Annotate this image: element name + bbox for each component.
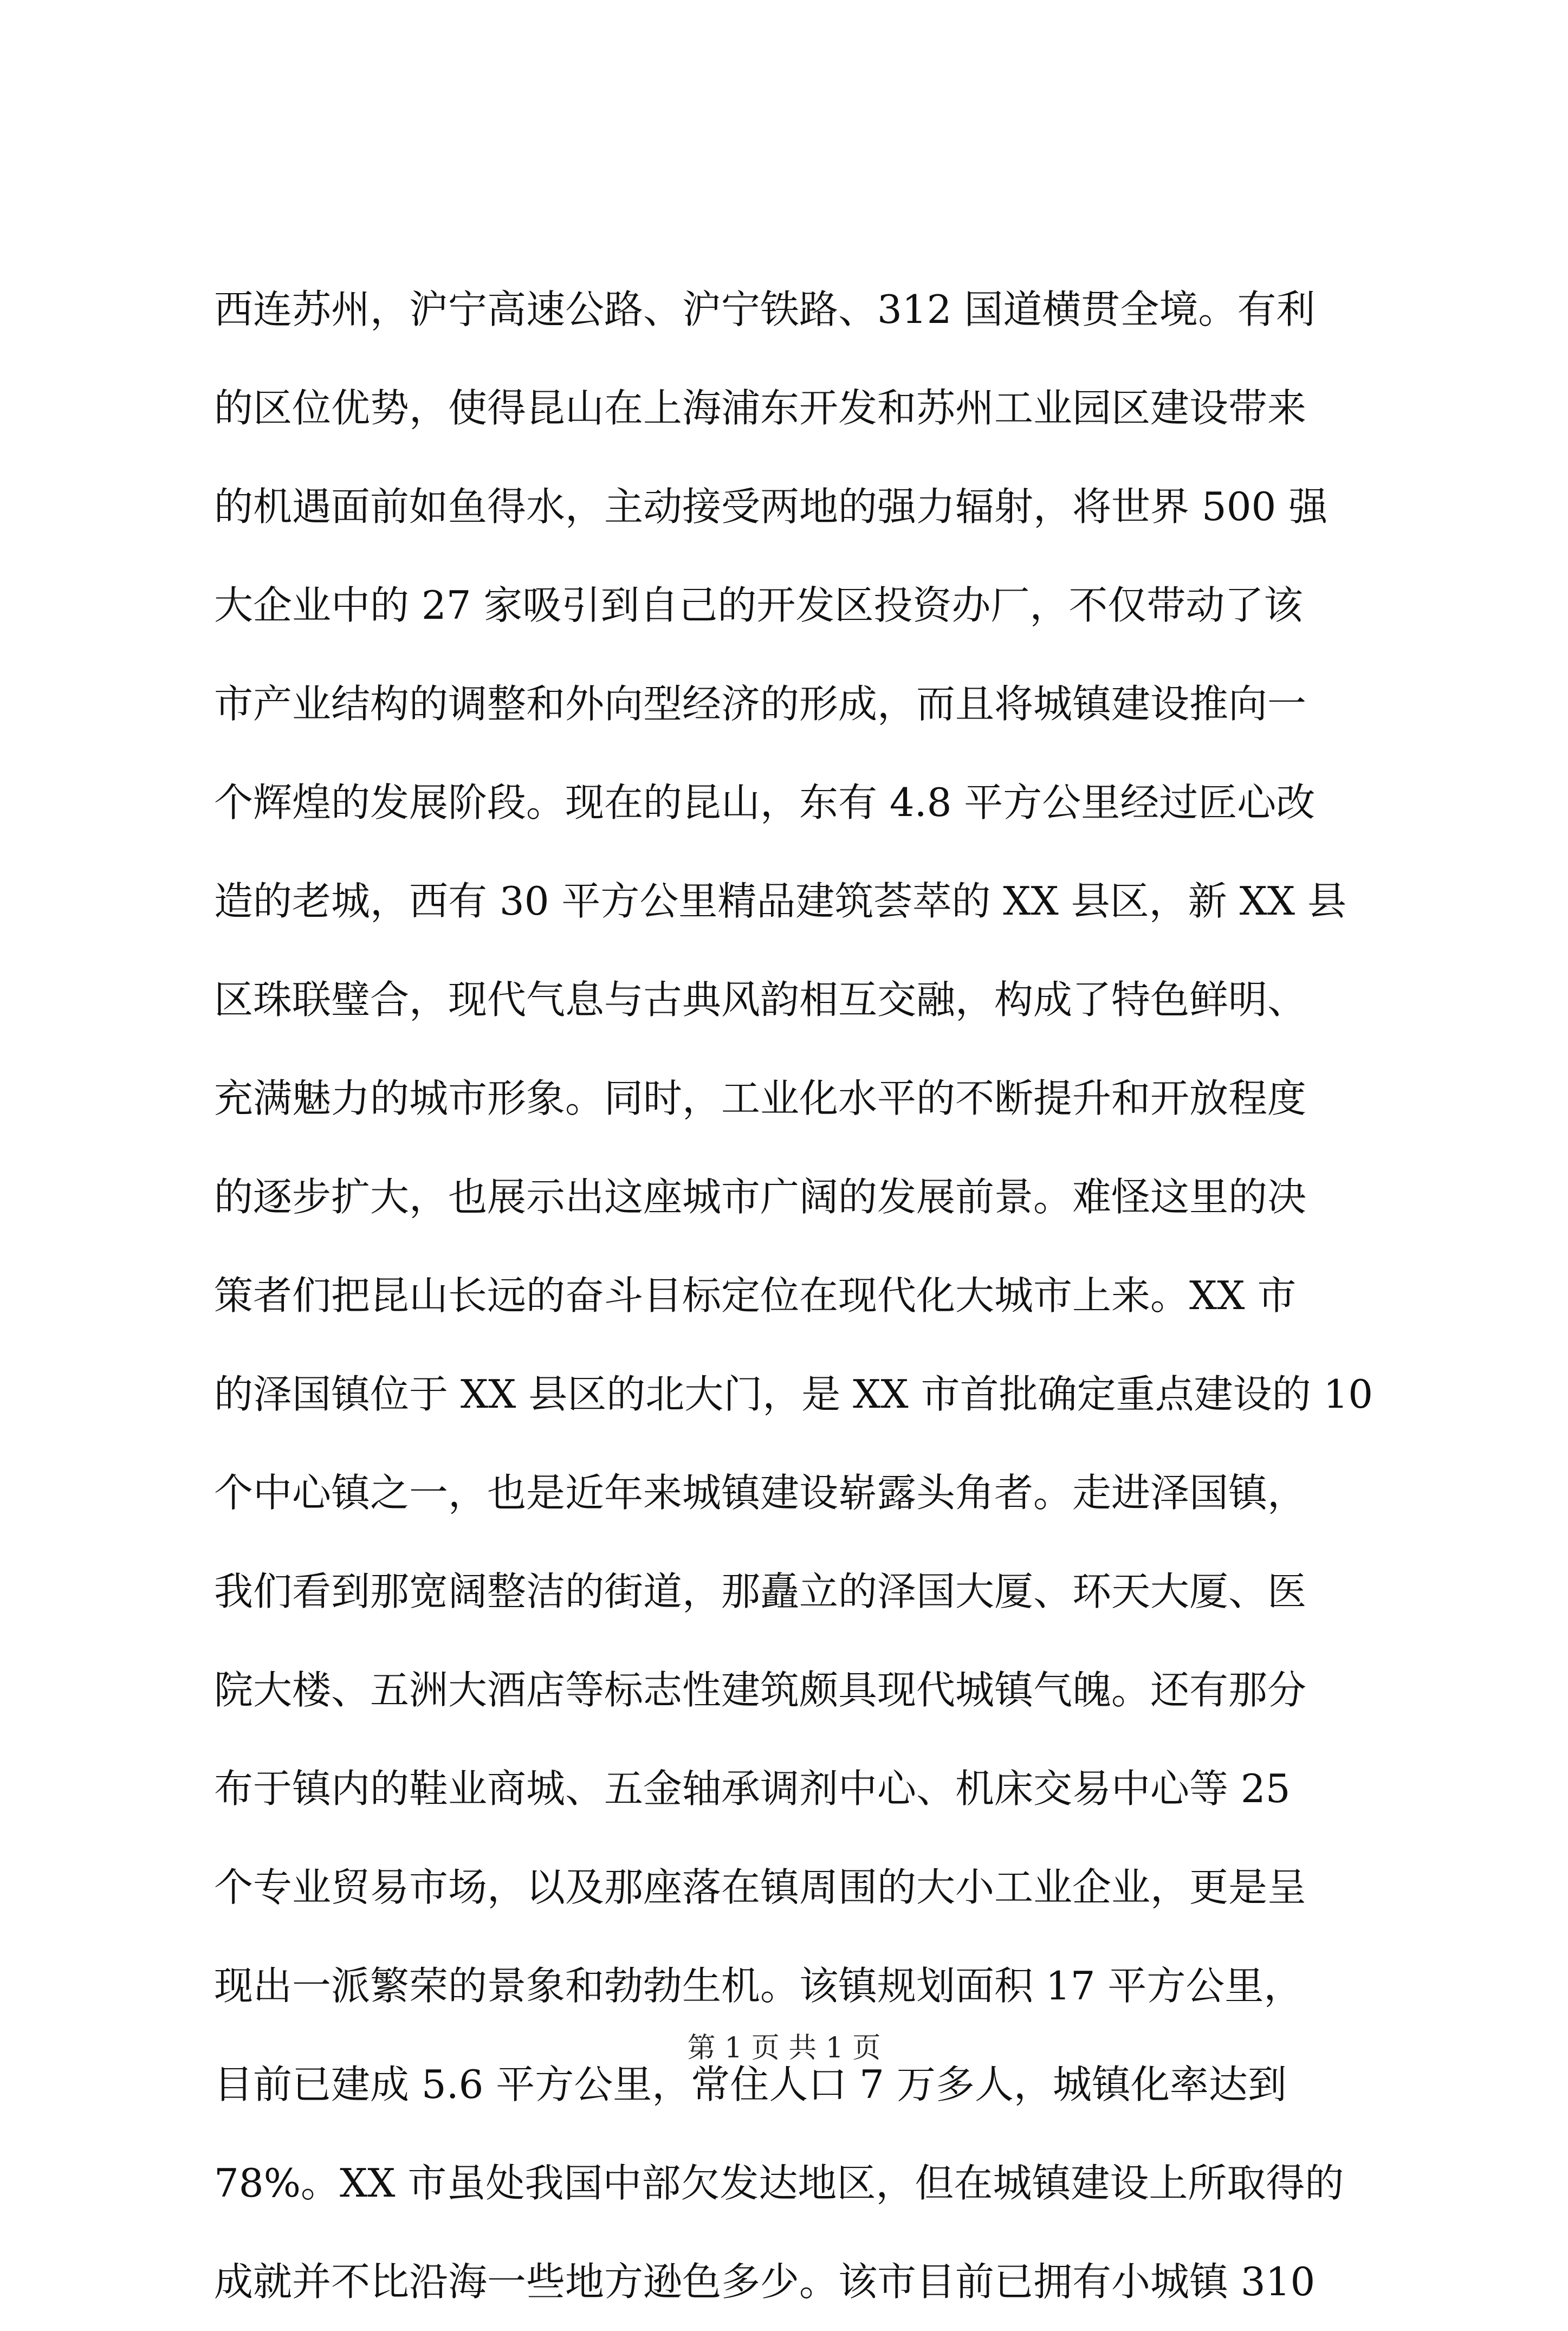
- text-line: 大企业中的 27 家吸引到自己的开发区投资办厂，不仅带动了该: [214, 582, 1303, 628]
- text-line: 院大楼、五洲大酒店等标志性建筑颇具现代城镇气魄。还有那分: [214, 1667, 1307, 1713]
- text-line: 的区位优势，使得昆山在上海浦东开发和苏州工业园区建设带来: [214, 385, 1307, 431]
- text-line: 78%。XX 市虽处我国中部欠发达地区，但在城镇建设上所取得的: [214, 2160, 1344, 2206]
- text-line: 个辉煌的发展阶段。现在的昆山，东有 4.8 平方公里经过匠心改: [214, 780, 1316, 825]
- page-footer: [0, 2029, 1568, 2067]
- page-number: 第 1 页 共 1 页: [687, 2032, 881, 2064]
- text-line: 的机遇面前如鱼得水，主动接受两地的强力辐射，将世界 500 强: [214, 484, 1328, 529]
- text-line: 现出一派繁荣的景象和勃勃生机。该镇规划面积 17 平方公里，: [214, 1963, 1303, 2009]
- text-line: 目前已建成 5.6 平方公里，常住人口 7 万多人，城镇化率达到: [214, 2062, 1287, 2107]
- text-line: 布于镇内的鞋业商城、五金轴承调剂中心、机床交易中心等 25: [214, 1766, 1291, 1811]
- text-line: 策者们把昆山长远的奋斗目标定位在现代化大城市上来。XX 市: [214, 1273, 1297, 1318]
- text-line: 的逐步扩大，也展示出这座城市广阔的发展前景。难怪这里的决: [214, 1174, 1307, 1220]
- text-line: 充满魅力的城市形象。同时，工业化水平的不断提升和开放程度: [214, 1076, 1307, 1121]
- text-line: 我们看到那宽阔整洁的街道，那矗立的泽国大厦、环天大厦、医: [214, 1569, 1307, 1614]
- text-line: 西连苏州，沪宁高速公路、沪宁铁路、312 国道横贯全境。有利: [214, 287, 1316, 332]
- text-line: 个中心镇之一，也是近年来城镇建设崭露头角者。走进泽国镇，: [214, 1470, 1307, 1516]
- text-line: 个专业贸易市场，以及那座落在镇周围的大小工业企业，更是呈: [214, 1864, 1307, 1910]
- text-line: 区珠联璧合，现代气息与古典风韵相互交融，构成了特色鲜明、: [214, 977, 1307, 1022]
- text-line: 市产业结构的调整和外向型经济的形成，而且将城镇建设推向一: [214, 681, 1307, 727]
- text-line: 的泽国镇位于 XX 县区的北大门，是 XX 市首批确定重点建设的 10: [214, 1371, 1373, 1417]
- text-line: 造的老城，西有 30 平方公里精品建筑荟萃的 XX 县区，新 XX 县: [214, 878, 1346, 924]
- body-paragraph: [214, 260, 1373, 2331]
- text-line: 成就并不比沿海一些地方逊色多少。该市目前已拥有小城镇 310: [214, 2259, 1316, 2304]
